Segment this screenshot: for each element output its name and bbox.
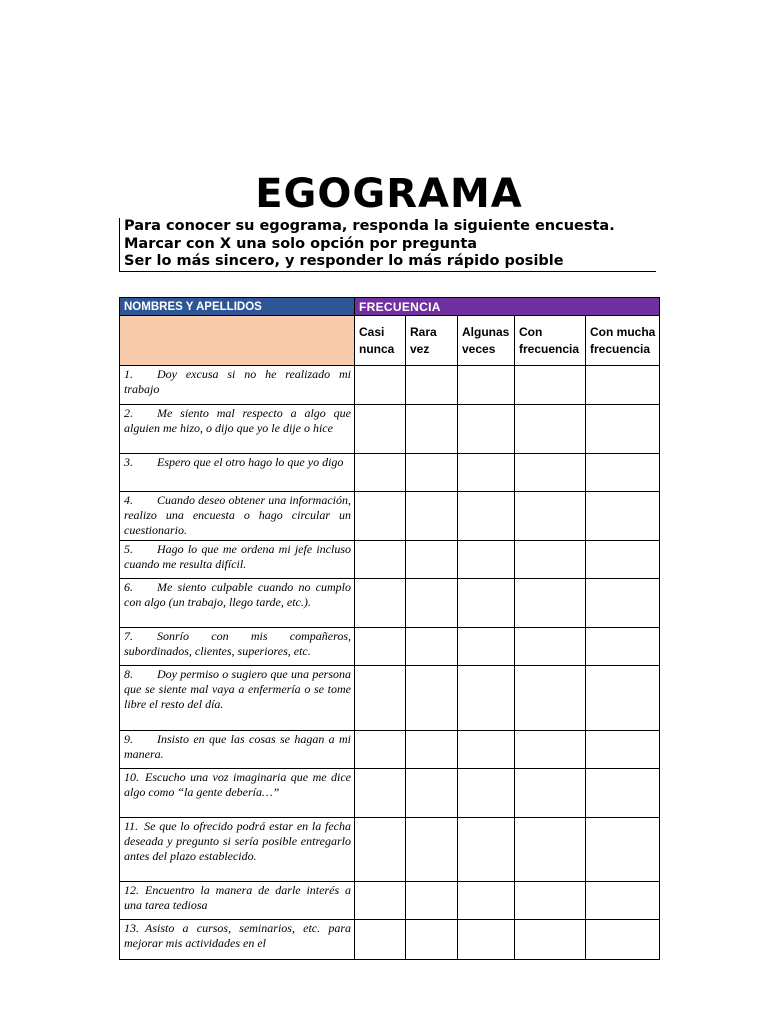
survey-table: [119, 297, 660, 960]
answer-cell[interactable]: [406, 405, 458, 454]
answer-cell[interactable]: [586, 454, 660, 492]
answer-cell[interactable]: [406, 541, 458, 579]
answer-cell[interactable]: [515, 731, 586, 769]
answer-cell[interactable]: [458, 882, 515, 920]
option-con-frecuencia: Con frecuencia: [515, 316, 586, 366]
answer-cell[interactable]: [355, 818, 406, 882]
option-casi-nunca: Casi nunca: [355, 316, 406, 366]
answer-cell[interactable]: [406, 492, 458, 541]
question-text: 8. Doy permiso o sugiero que una persona que se siente mal vaya a enfermería o se tome libre el resto del día.: [120, 666, 355, 731]
answer-cell[interactable]: [458, 541, 515, 579]
answer-cell[interactable]: [515, 769, 586, 818]
answer-cell[interactable]: [586, 882, 660, 920]
names-header: NOMBRES Y APELLIDOS: [120, 298, 355, 316]
answer-cell[interactable]: [458, 628, 515, 666]
answer-cell[interactable]: [586, 920, 660, 960]
answer-cell[interactable]: [458, 920, 515, 960]
answer-cell[interactable]: [515, 405, 586, 454]
answer-cell[interactable]: [406, 882, 458, 920]
answer-cell[interactable]: [355, 882, 406, 920]
question-row: [120, 818, 660, 882]
options-row: [120, 316, 660, 366]
answer-cell[interactable]: [355, 769, 406, 818]
answer-cell[interactable]: [515, 492, 586, 541]
question-row: [120, 731, 660, 769]
question-row: [120, 882, 660, 920]
answer-cell[interactable]: [355, 541, 406, 579]
answer-cell[interactable]: [406, 731, 458, 769]
question-text: 4. Cuando deseo obtener una información, realizo una encuesta o hago circular un cuestionario.: [120, 492, 355, 541]
question-row: [120, 492, 660, 541]
answer-cell[interactable]: [586, 541, 660, 579]
answer-cell[interactable]: [586, 731, 660, 769]
answer-cell[interactable]: [515, 366, 586, 405]
question-row: [120, 769, 660, 818]
instruction-line: Para conocer su egograma, responda la siguiente encuesta.: [124, 218, 615, 234]
instruction-line: Marcar con X una solo opción por pregunta: [124, 235, 478, 252]
answer-cell[interactable]: [458, 492, 515, 541]
answer-cell[interactable]: [586, 492, 660, 541]
answer-cell[interactable]: [586, 666, 660, 731]
answer-cell[interactable]: [515, 920, 586, 960]
question-row: [120, 541, 660, 579]
frequency-header: FRECUENCIA: [355, 298, 660, 316]
answer-cell[interactable]: [515, 628, 586, 666]
answer-cell[interactable]: [515, 818, 586, 882]
answer-cell[interactable]: [586, 769, 660, 818]
answer-cell[interactable]: [458, 731, 515, 769]
answer-cell[interactable]: [586, 405, 660, 454]
answer-cell[interactable]: [406, 579, 458, 628]
question-row: [120, 666, 660, 731]
question-row: [120, 579, 660, 628]
answer-cell[interactable]: [406, 769, 458, 818]
answer-cell[interactable]: [515, 454, 586, 492]
answer-cell[interactable]: [355, 628, 406, 666]
answer-cell[interactable]: [458, 454, 515, 492]
answer-cell[interactable]: [406, 666, 458, 731]
question-text: 3. Espero que el otro hago lo que yo digo: [120, 454, 355, 492]
question-text: 10. Escucho una voz imaginaria que me dice algo como “la gente debería…”: [120, 769, 355, 818]
answer-cell[interactable]: [406, 454, 458, 492]
answer-cell[interactable]: [515, 579, 586, 628]
name-input-cell[interactable]: [120, 316, 355, 366]
answer-cell[interactable]: [406, 366, 458, 405]
answer-cell[interactable]: [458, 405, 515, 454]
question-text: 9. Insisto en que las cosas se hagan a mi manera.: [120, 731, 355, 769]
answer-cell[interactable]: [355, 454, 406, 492]
answer-cell[interactable]: [406, 818, 458, 882]
answer-cell[interactable]: [355, 492, 406, 541]
answer-cell[interactable]: [458, 666, 515, 731]
option-con-mucha-frecuencia: Con mucha frecuencia: [586, 316, 660, 366]
answer-cell[interactable]: [355, 405, 406, 454]
header-row: [120, 298, 660, 316]
answer-cell[interactable]: [406, 628, 458, 666]
question-text: 7. Sonrío con mis compañeros, subordinados, clientes, superiores, etc.: [120, 628, 355, 666]
question-text: 13. Asisto a cursos, seminarios, etc. para mejorar mis actividades en el: [120, 920, 355, 960]
question-text: 6. Me siento culpable cuando no cumplo con algo (un trabajo, llego tarde, etc.).: [120, 579, 355, 628]
question-text: 1. Doy excusa si no he realizado mi trabajo: [120, 366, 355, 405]
question-text: 12. Encuentro la manera de darle interés a una tarea tediosa: [120, 882, 355, 920]
question-text: 11. Se que lo ofrecido podrá estar en la fecha deseada y pregunto si sería posible entregarlo antes del plazo establecido.: [120, 818, 355, 882]
instructions-block: [119, 218, 656, 272]
answer-cell[interactable]: [586, 579, 660, 628]
page-title: EGOGRAMA: [255, 171, 523, 217]
answer-cell[interactable]: [515, 666, 586, 731]
answer-cell[interactable]: [515, 541, 586, 579]
answer-cell[interactable]: [586, 818, 660, 882]
answer-cell[interactable]: [586, 628, 660, 666]
answer-cell[interactable]: [586, 366, 660, 405]
question-text: 2. Me siento mal respecto a algo que alguien me hizo, o dijo que yo le dije o hice: [120, 405, 355, 454]
option-algunas-veces: Algunas veces: [458, 316, 515, 366]
answer-cell[interactable]: [355, 579, 406, 628]
answer-cell[interactable]: [355, 920, 406, 960]
answer-cell[interactable]: [515, 882, 586, 920]
question-row: [120, 920, 660, 960]
answer-cell[interactable]: [406, 920, 458, 960]
question-row: [120, 628, 660, 666]
answer-cell[interactable]: [458, 818, 515, 882]
question-text: 5. Hago lo que me ordena mi jefe incluso cuando me resulta difícil.: [120, 541, 355, 579]
option-rara-vez: Rara vez: [406, 316, 458, 366]
answer-cell[interactable]: [458, 579, 515, 628]
instruction-line: Ser lo más sincero, y responder lo más rápido posible: [124, 253, 564, 269]
answer-cell[interactable]: [355, 366, 406, 405]
question-row: [120, 454, 660, 492]
question-row: [120, 366, 660, 405]
question-row: [120, 405, 660, 454]
answer-cell[interactable]: [458, 366, 515, 405]
answer-cell[interactable]: [458, 769, 515, 818]
answer-cell[interactable]: [355, 731, 406, 769]
answer-cell[interactable]: [355, 666, 406, 731]
